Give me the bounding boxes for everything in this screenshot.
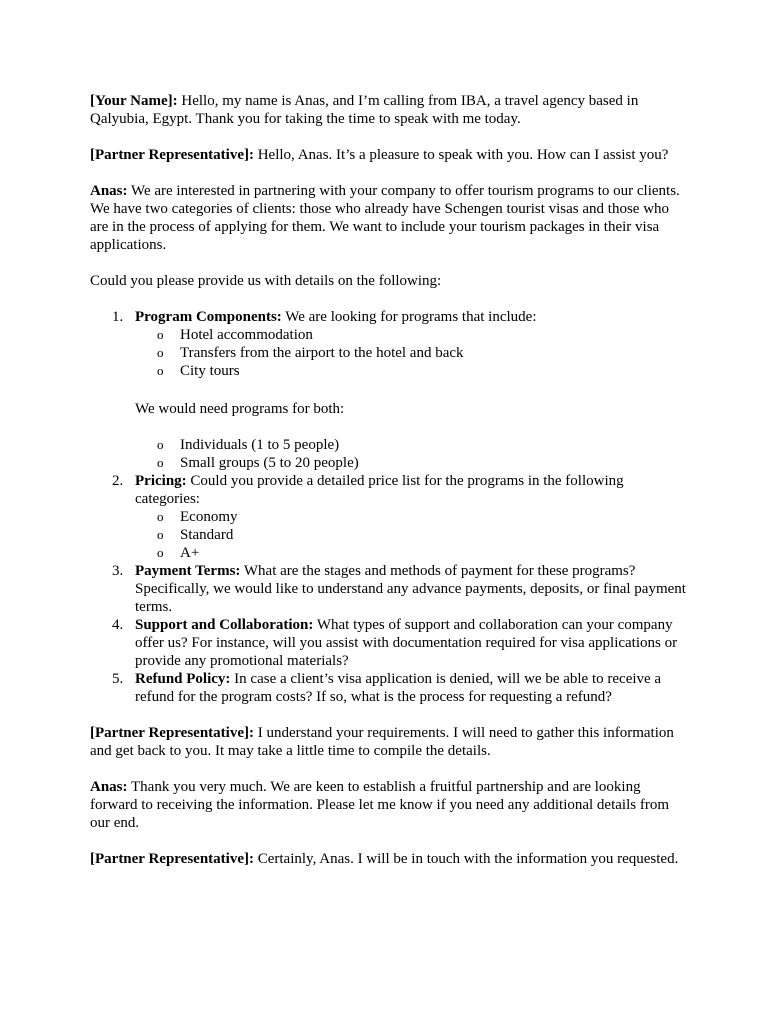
list-item-text: Could you provide a detailed price list for the programs in the following categories:	[135, 473, 624, 507]
numbered-list	[90, 308, 690, 706]
bullet-icon: o	[157, 437, 164, 452]
paragraph-text: Thank you very much. We are keen to establish a fruitful partnership and are looking forward to receiving the information. Please let me know if you need any additional details from our end.	[90, 779, 669, 831]
list-item-program-components	[90, 308, 690, 472]
paragraph-partner-response	[90, 724, 690, 760]
list-item-label: Payment Terms:	[135, 563, 241, 579]
sub-list-item: o Transfers from the airport to the hotel and back	[157, 345, 464, 361]
sub-list-item: o Hotel accommodation	[157, 327, 313, 343]
paragraph-text: Hello, my name is Anas, and I’m calling from IBA, a travel agency based in Qalyubia, Egypt. Thank you for taking the time to speak with me today.	[90, 93, 639, 127]
bullet-icon: o	[157, 455, 164, 470]
speaker-label: [Your Name]:	[90, 93, 178, 109]
sub-list	[135, 508, 690, 562]
list-item-support-collaboration	[90, 616, 690, 670]
bullet-icon: o	[157, 545, 164, 560]
speaker-label: Anas:	[90, 183, 128, 199]
bullet-icon: o	[157, 345, 164, 360]
speaker-label: Anas:	[90, 779, 128, 795]
document-page	[90, 92, 690, 886]
speaker-label: [Partner Representative]:	[90, 147, 254, 163]
sub-list-item: o Individuals (1 to 5 people)	[157, 437, 340, 453]
list-item-pricing	[90, 472, 690, 562]
list-item-label: Refund Policy:	[135, 671, 231, 687]
sub-list-item: o Economy	[157, 509, 238, 525]
speaker-label: [Partner Representative]:	[90, 851, 254, 867]
list-item-refund-policy	[90, 670, 690, 706]
sub-list	[135, 436, 690, 472]
bullet-icon: o	[157, 509, 164, 524]
paragraph-text: We are interested in partnering with your company to offer tourism programs to our clients. We have two categories of clients: those who already have Schengen tourist visas and those who are in the process of applying for them. We want to include your tourism packages in their visa applications.	[90, 183, 680, 253]
paragraph-text: Certainly, Anas. I will be in touch with the information you requested.	[253, 851, 679, 867]
list-item-note: We would need programs for both:	[135, 401, 345, 417]
list-item-text: What are the stages and methods of payment for these programs? Specifically, we would like to understand any advance payments, deposits, or final payment terms.	[135, 563, 686, 615]
paragraph-intro	[90, 92, 690, 128]
list-item-label: Program Components:	[135, 309, 282, 325]
bullet-icon: o	[157, 527, 164, 542]
list-item-text: What types of support and collaboration can your company offer us? For instance, will you assist with documentation required for visa applications or provide any promotional materials?	[135, 617, 678, 669]
list-number: 3.	[112, 563, 124, 579]
paragraph-anas-thanks	[90, 778, 690, 832]
paragraph-partner-closing	[90, 850, 690, 868]
paragraph-text: Hello, Anas. It’s a pleasure to speak with you. How can I assist you?	[253, 147, 669, 163]
bullet-icon: o	[157, 363, 164, 378]
sub-list-item: o City tours	[157, 363, 240, 379]
paragraph-partner-greeting	[90, 146, 690, 164]
list-item-label: Support and Collaboration:	[135, 617, 314, 633]
list-item-payment-terms	[90, 562, 690, 616]
list-number: 5.	[112, 671, 124, 687]
bullet-icon: o	[157, 327, 164, 342]
list-item-label: Pricing:	[135, 473, 187, 489]
list-item-text: We are looking for programs that include:	[281, 309, 537, 325]
list-number: 2.	[112, 473, 124, 489]
list-number: 4.	[112, 617, 124, 633]
paragraph-text: I understand your requirements. I will need to gather this information and get back to you. It may take a little time to compile the details.	[90, 725, 674, 759]
list-item-text: In case a client’s visa application is denied, will we be able to receive a refund for the program costs? If so, what is the process for requesting a refund?	[135, 671, 662, 705]
speaker-label: [Partner Representative]:	[90, 725, 254, 741]
paragraph-anas-request	[90, 182, 690, 254]
sub-list-item: o Standard	[157, 527, 234, 543]
sub-list	[135, 326, 690, 380]
sub-list-item: o Small groups (5 to 20 people)	[157, 455, 359, 471]
paragraph-details-prompt: Could you please provide us with details on the following:	[90, 273, 442, 289]
list-number: 1.	[112, 309, 124, 325]
sub-list-item: o A+	[157, 545, 200, 561]
